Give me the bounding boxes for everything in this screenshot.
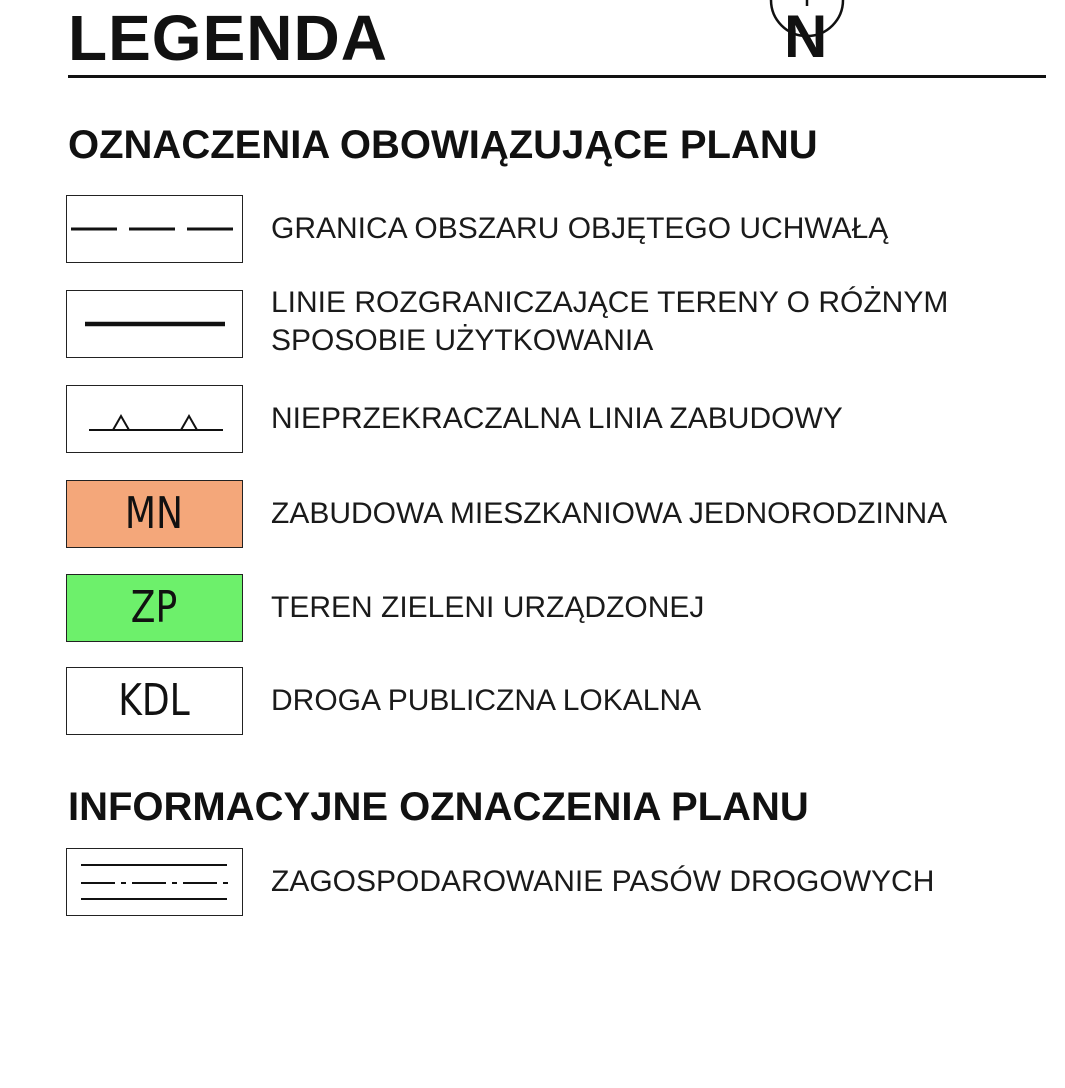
- legend-item-boundary: [66, 195, 1046, 267]
- symbol-triangle-line: [66, 385, 243, 453]
- symbol-code-zp: [66, 574, 243, 642]
- symbol-dashed-line: [66, 195, 243, 263]
- label-line: ZAGOSPODAROWANIE PASÓW DROGOWYCH: [271, 865, 935, 898]
- label-line: ZABUDOWA MIESZKANIOWA JEDNORODZINNA: [271, 497, 948, 530]
- label-line: LINIE ROZGRANICZAJĄCE TERENY O RÓŻNYM: [271, 286, 949, 319]
- legend-title: LEGENDA: [68, 2, 388, 74]
- symbol-code-mn: [66, 480, 243, 548]
- legend-item-land-use-lines: [66, 286, 1046, 362]
- legend-item-label: [271, 284, 948, 360]
- legend-item-road-lanes: [66, 848, 1046, 920]
- symbol-road-lanes: [66, 848, 243, 916]
- header-divider: [68, 75, 1046, 78]
- label-line: GRANICA OBSZARU OBJĘTEGO UCHWAŁĄ: [271, 212, 889, 245]
- legend-item-building-line: [66, 385, 1046, 457]
- legend-item-label: [271, 210, 888, 248]
- zone-code: MN: [124, 488, 184, 539]
- section-heading-binding: OZNACZENIA OBOWIĄZUJĄCE PLANU: [68, 123, 818, 167]
- solid-line-icon: [67, 291, 241, 356]
- legend-item-label: [271, 863, 934, 901]
- legend-item-mn: [66, 480, 1046, 552]
- legend-item-label: [271, 400, 843, 438]
- symbol-code-kdl: [66, 667, 243, 735]
- legend-item-label: [271, 682, 701, 720]
- legend-item-zp: [66, 574, 1046, 646]
- dashed-line-icon: [67, 196, 241, 261]
- legend-item-label: [271, 495, 947, 533]
- north-label: N: [784, 3, 828, 70]
- zone-code: KDL: [118, 675, 190, 726]
- legend-item-label: [271, 589, 704, 627]
- symbol-solid-line: [66, 290, 243, 358]
- legend-item-kdl: [66, 667, 1046, 739]
- road-lanes-icon: [67, 849, 241, 914]
- label-line: DROGA PUBLICZNA LOKALNA: [271, 684, 702, 717]
- label-line: TEREN ZIELENI URZĄDZONEJ: [271, 591, 705, 624]
- label-line: SPOSOBIE UŻYTKOWANIA: [271, 324, 654, 357]
- section-heading-informational: INFORMACYJNE OZNACZENIA PLANU: [68, 785, 809, 829]
- label-line: NIEPRZEKRACZALNA LINIA ZABUDOWY: [271, 402, 843, 435]
- zone-code: ZP: [130, 582, 178, 633]
- triangle-line-icon: [67, 386, 241, 451]
